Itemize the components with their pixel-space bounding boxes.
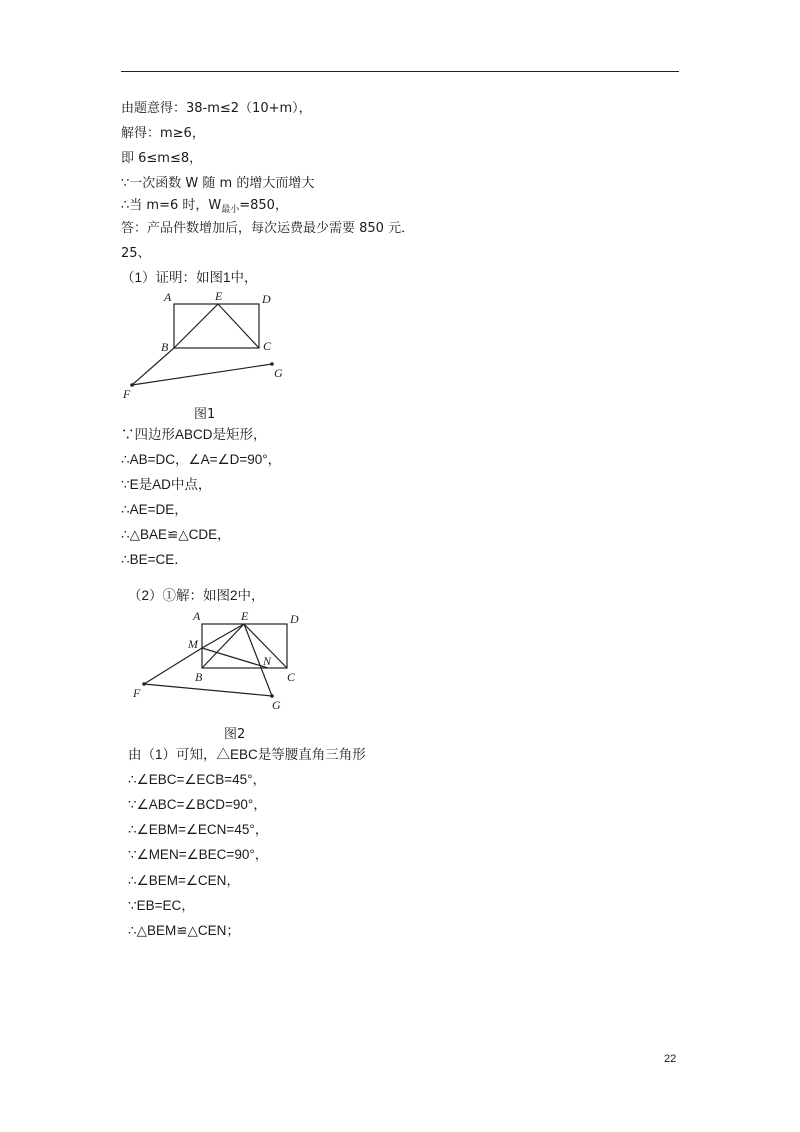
text-line-10: ∴AB=DC，∠A=∠D=90°， [121, 452, 282, 467]
fig1-segment-ce [218, 304, 259, 348]
wmin-value: =850， [239, 198, 288, 213]
fig2-segment-be [202, 624, 244, 668]
fig2-label-d: D [290, 612, 299, 626]
fig1-label-e: E [215, 289, 223, 303]
text-line-20: ∵∠MEN=∠BEC=90°， [128, 847, 269, 862]
text-line-23: ∴△BEM≌△CEN； [128, 923, 240, 938]
fig2-label-m: M [188, 637, 198, 651]
header-rule [121, 71, 679, 72]
text-line-8: （1）证明：如图1中， [121, 270, 258, 285]
fig2-segment-me [202, 624, 244, 648]
text-line-4: ∵一次函数 W 随 m 的增大而增大 [121, 176, 315, 191]
figure-2-caption: 图2 [224, 727, 246, 742]
fig2-label-f: F [133, 686, 141, 700]
fig1-label-f: F [123, 387, 131, 401]
fig1-label-d: D [262, 292, 271, 306]
fig2-segment-mf [144, 648, 202, 684]
text-line-1: 由题意得：38-m≤2（10+m）， [121, 101, 312, 116]
wmin-prefix: ∴当 m=6 时，W [121, 198, 222, 213]
text-line-22: ∵EB=EC， [128, 898, 195, 913]
text-line-14: ∴BE=CE． [121, 552, 188, 567]
fig1-label-a: A [164, 290, 172, 304]
text-line-12: ∴AE=DE， [121, 502, 188, 517]
fig2-point-f [142, 682, 146, 686]
figure-2-diagram [124, 606, 314, 710]
wmin-subscript: 最小 [221, 205, 240, 215]
text-line-13: ∴△BAE≌△CDE， [121, 527, 231, 542]
fig1-segment-be [174, 304, 218, 348]
fig1-label-c: C [263, 339, 272, 353]
text-line-5 [121, 198, 288, 218]
text-line-6: 答：产品件数增加后，每次运费最少需要 850 元． [121, 221, 415, 236]
figure-1-caption: 图1 [194, 407, 216, 422]
text-line-19: ∴∠EBM=∠ECN=45°， [128, 822, 269, 837]
fig1-point-f [130, 383, 134, 387]
fig2-label-g: G [272, 698, 281, 710]
page-number: 22 [664, 1053, 677, 1065]
text-line-9: ∵四边形ABCD是矩形， [121, 427, 267, 442]
text-line-21: ∴∠BEM=∠CEN， [128, 873, 240, 888]
fig2-label-c: C [287, 670, 296, 684]
fig2-label-e: E [241, 609, 249, 623]
fig1-label-g: G [274, 366, 283, 380]
text-line-11: ∵E是AD中点， [121, 477, 212, 492]
text-line-16: 由（1）可知，△EBC是等腰直角三角形 [128, 747, 366, 762]
text-line-15: （2）①解：如图2中， [128, 588, 265, 603]
fig2-label-a: A [193, 609, 201, 623]
text-line-7: 25、 [121, 246, 151, 261]
fig2-segment-fg [144, 684, 272, 696]
fig2-label-b: B [195, 670, 203, 684]
text-line-2: 解得：m≥6， [121, 126, 205, 141]
fig2-label-n: N [263, 654, 272, 668]
fig1-label-b: B [161, 340, 169, 354]
text-line-17: ∴∠EBC=∠ECB=45°， [128, 772, 266, 787]
text-line-3: 即 6≤m≤8， [121, 151, 203, 166]
figure-1-diagram [118, 286, 298, 404]
text-line-18: ∵∠ABC=∠BCD=90°， [128, 797, 267, 812]
fig1-rect-abcd [174, 304, 259, 348]
